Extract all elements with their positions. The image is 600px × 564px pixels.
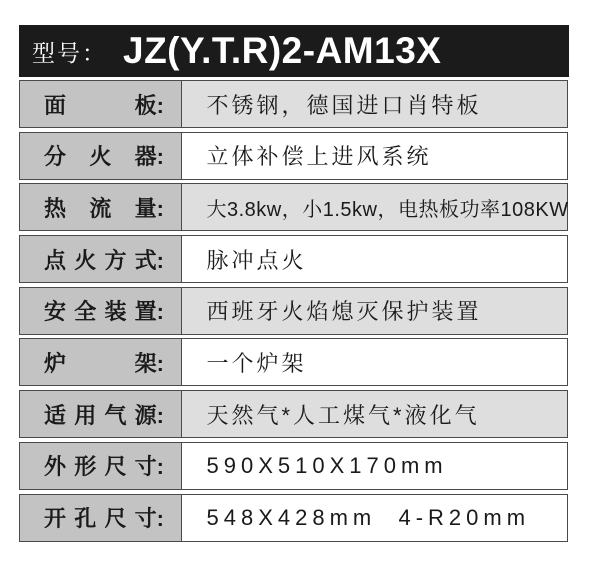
- model-header-bar: [19, 25, 569, 77]
- row-label: 分 火 器:: [44, 144, 164, 170]
- row-label: 面 板:: [44, 92, 164, 118]
- table-row-gas-type: [19, 390, 569, 438]
- row-value: 大3.8kw，小1.5kw，电热板功率108KW: [206, 198, 569, 221]
- row-value: 西班牙火焰熄灭保护装置: [206, 299, 482, 325]
- row-value-cell: [181, 287, 568, 335]
- table-row-burner: [19, 132, 569, 180]
- row-value-cell: [181, 338, 568, 386]
- row-value: 立体补偿上进风系统: [206, 144, 432, 170]
- table-row-cutout-size: [19, 494, 569, 542]
- row-label: 开 孔 尺 寸:: [44, 506, 164, 531]
- row-label: 安 全 装 置:: [44, 299, 164, 325]
- row-value-cell: [181, 390, 568, 438]
- table-row-heat-flow: [19, 183, 569, 231]
- row-label: 点 火 方 式:: [44, 247, 164, 273]
- row-value: 脉冲点火: [206, 247, 307, 273]
- row-label-cell: [19, 338, 182, 386]
- row-label-cell: [19, 287, 182, 335]
- model-number: JZ(Y.T.R)2-AM13X: [123, 30, 442, 71]
- table-row-panel: [19, 80, 569, 128]
- row-label-cell: [19, 132, 182, 180]
- row-value: 590X510X170mm: [206, 452, 448, 478]
- row-label-cell: [19, 442, 182, 490]
- row-value: 天然气*人工煤气*液化气: [206, 402, 480, 428]
- row-label: 热 流 量:: [44, 195, 164, 221]
- row-value-cell: [181, 442, 568, 490]
- row-value: 一个炉架: [206, 350, 307, 376]
- row-value-cell: [181, 80, 568, 128]
- row-value-cell: [181, 494, 568, 542]
- row-label-cell: [19, 80, 182, 128]
- row-value: 548X428mm 4-R20mm: [206, 504, 531, 530]
- table-row-outer-size: [19, 442, 569, 490]
- spec-sheet: [19, 25, 569, 542]
- row-label: 炉 架:: [44, 350, 164, 376]
- row-value-cell: [181, 235, 568, 283]
- row-value: 不锈钢，德国进口肖特板: [206, 92, 482, 118]
- row-label-cell: [19, 390, 182, 438]
- table-row-ignition: [19, 235, 569, 283]
- row-value-cell: [181, 183, 568, 231]
- row-value-cell: [181, 132, 568, 180]
- row-label: 外 形 尺 寸:: [44, 454, 164, 480]
- table-row-safety: [19, 287, 569, 335]
- row-label-cell: [19, 235, 182, 283]
- table-row-grate: [19, 338, 569, 386]
- spec-table: [19, 80, 569, 542]
- row-label-cell: [19, 183, 182, 231]
- row-label: 适 用 气 源:: [44, 402, 164, 428]
- model-label: 型号：: [32, 39, 107, 66]
- row-label-cell: [19, 494, 182, 542]
